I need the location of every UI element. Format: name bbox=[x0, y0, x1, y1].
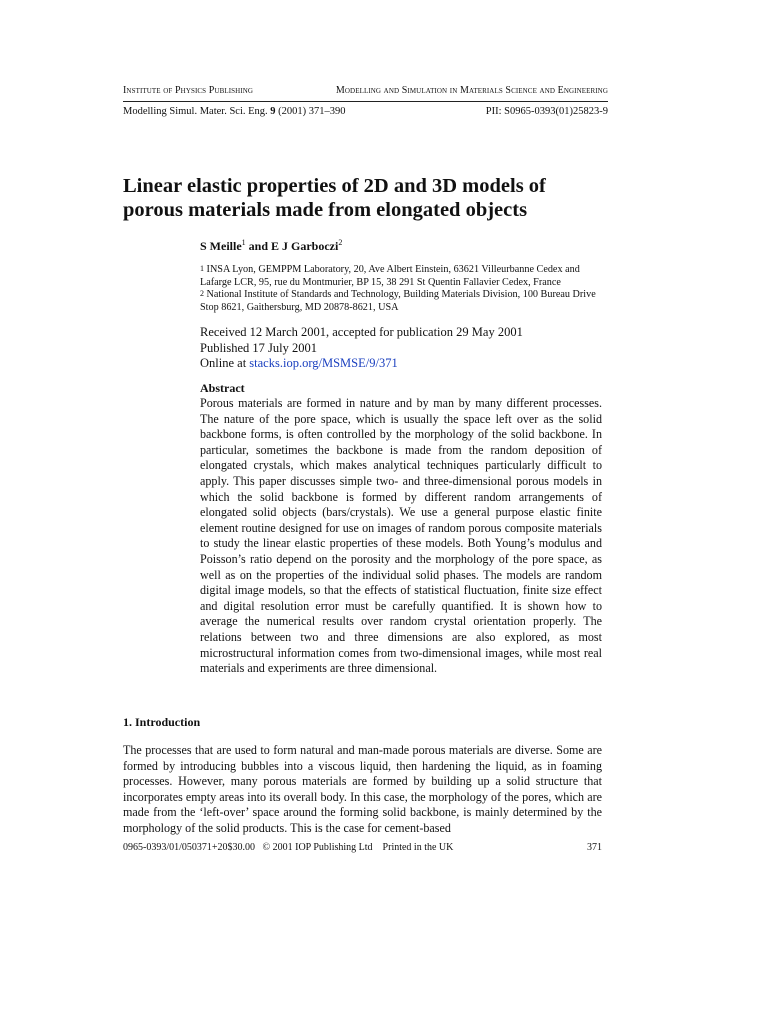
author-list: S Meille$^1$ and E J Garboczi$^2$ bbox=[200, 238, 343, 253]
article-code: 0965-0393/01/050371+20$30.00 bbox=[123, 842, 256, 853]
publication-dates bbox=[200, 325, 610, 372]
author-name: E J Garboczi bbox=[271, 239, 339, 253]
received-date: Received 12 March 2001, accepted for publication 29 May 2001 bbox=[200, 325, 523, 339]
paper-title: Linear elastic properties of 2D and 3D models of porous materials made from elongated objects bbox=[123, 175, 546, 221]
published-date: Published 17 July 2001 bbox=[200, 340, 318, 355]
affiliation-1: $^1$ INSA Lyon, GEMPPM Laboratory, 20, Ave Albert Einstein, 63621 Villeurbanne Cedex and Lafarge LCR, 95, rue du Montmurier, BP 15, 38 291 St Quentin Fallavier Cedex, France bbox=[200, 264, 580, 288]
page-number: 371 bbox=[587, 842, 602, 853]
author-name: S Meille bbox=[200, 239, 242, 253]
online-line: Online at stacks.iop.org/MSMSE/9/371 bbox=[200, 356, 398, 370]
journal-name: Modelling and Simulation in Materials Science and Engineering bbox=[335, 85, 608, 96]
introduction-text: The processes that are used to form natural and man-made porous materials are diverse. Some are formed by introducing bubbles into a viscous liquid, then hardening the liquid, as in foaming processes. However, many porous materials are formed by building up a solid structure that incorporates empty areas into its overall body. In this case, the morphology of the pores, which are made from the ‘left-over’ space around the forming solid backbone, is mainly determined by the morphology of the solid products. This is the case for cement-based bbox=[123, 743, 602, 835]
affiliation-2: $^2$ National Institute of Standards and Technology, Building Materials Division, 100 Bureau Drive Stop 8621, Gaithersburg, MD 20878-8621, USA bbox=[200, 289, 596, 313]
citation-line bbox=[123, 106, 608, 120]
printed-note: Printed in the UK bbox=[382, 842, 454, 853]
pii-code: PII: S0965-0393(01)25823-9 bbox=[485, 106, 608, 117]
page-footer bbox=[123, 842, 602, 856]
running-header bbox=[123, 85, 608, 99]
copyright: © 2001 IOP Publishing Ltd bbox=[262, 842, 373, 853]
abstract-text: Porous materials are formed in nature and by man by many different processes. The nature of the pore space, which is usually the space left over as the solid backbone forms, is often controlled by the morphology of the solid backbone. In particular, sometimes the backbone is made from the random deposition of elongated crystals, which makes analytical techniques particularly difficult to apply. This paper discusses simple two- and three-dimensional porous models in which the solid backbone is formed by different random arrangements of elongated solid objects (bars/crystals). We use a general purpose elastic finite element routine designed for use on images of random porous composite materials to study the linear elastic properties of these models. Both Young’s modulus and Poisson’s ratio depend on the porosity and the morphology of the pore space, as well as on the properties of the individual solid phases. The models are random digital image models, so that the effects of statistical fluctuation, finite size effect and digital resolution error must be carefully quantified. It is shown how to average the numerical results over random crystal orientation properly. The relations between two and three dimensions are also explored, as most microstructural information comes from two-dimensional images, while most real materials and experiments are three dimensional. bbox=[200, 396, 602, 676]
citation: Modelling Simul. Mater. Sci. Eng. 9 (2001) 371–390 bbox=[123, 106, 346, 117]
abstract-heading: Abstract bbox=[200, 381, 245, 395]
header-rule bbox=[123, 101, 608, 102]
publisher-name: Institute of Physics Publishing bbox=[123, 85, 254, 96]
online-link[interactable]: stacks.iop.org/MSMSE/9/371 bbox=[249, 356, 398, 370]
volume-number: 9 bbox=[270, 106, 276, 117]
section-heading: 1. Introduction bbox=[123, 715, 201, 729]
